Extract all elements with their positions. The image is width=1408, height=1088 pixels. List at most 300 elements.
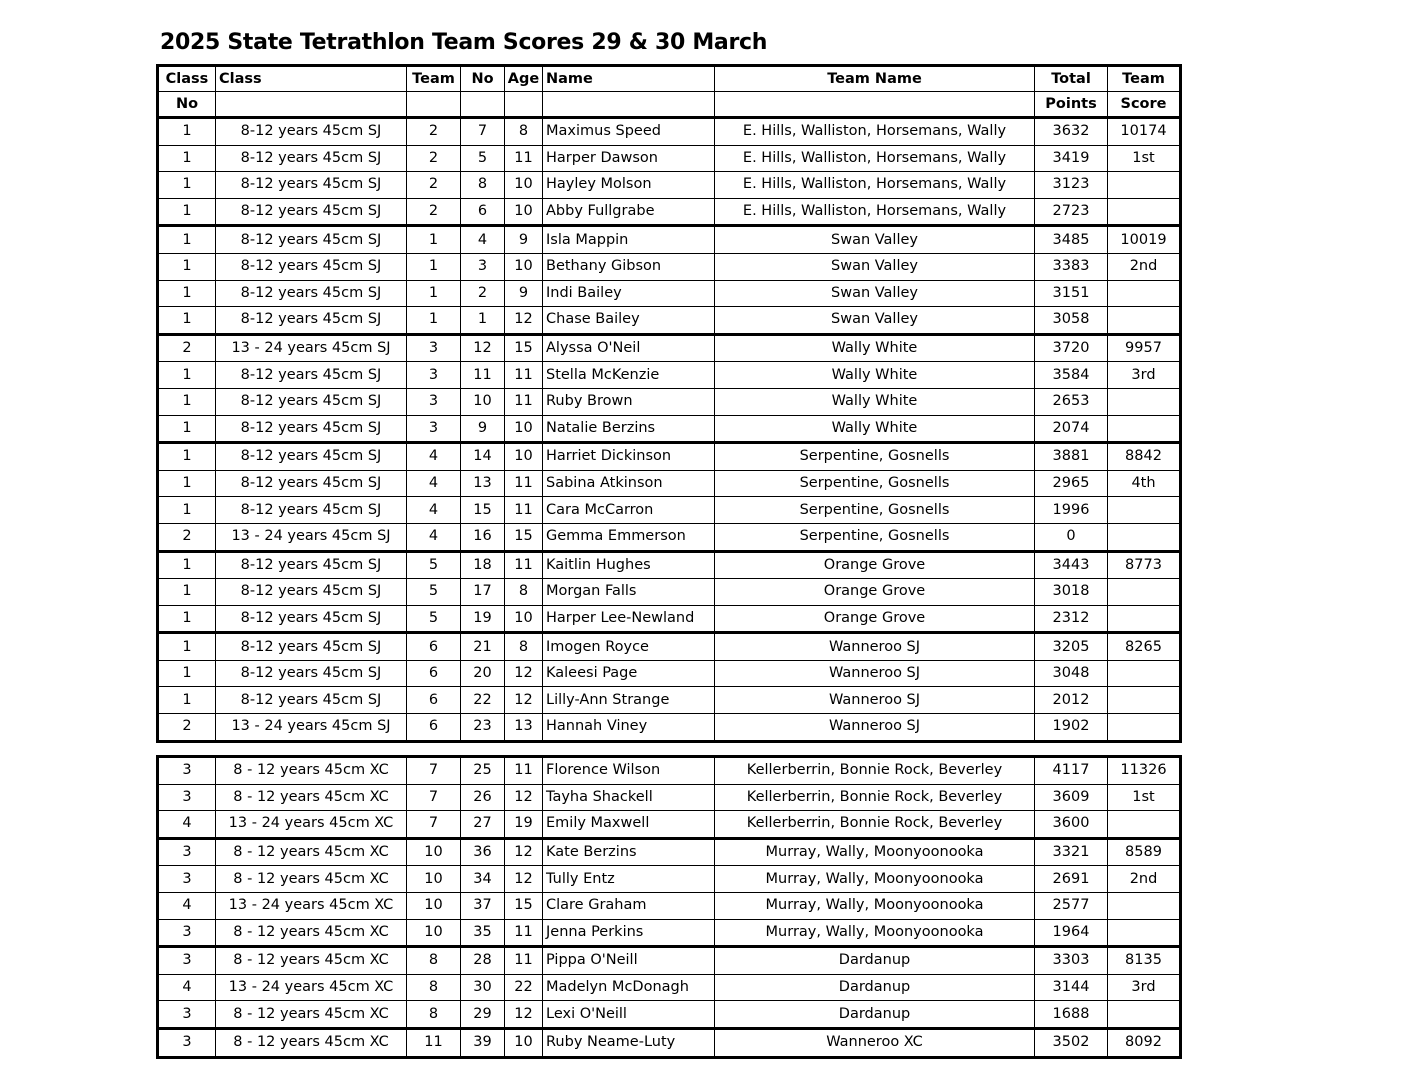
team-name-cell: Murray, Wally, Moonyoonooka (715, 892, 1035, 919)
team-name-cell: E. Hills, Walliston, Horsemans, Wally (715, 172, 1035, 199)
name-cell: Tully Entz (543, 866, 715, 893)
team-score-cell: 1st (1108, 784, 1181, 811)
class-cell: 8-12 years 45cm SJ (216, 118, 407, 146)
header-cell (216, 92, 407, 118)
total-points-cell: 3321 (1035, 838, 1108, 866)
name-cell: Cara McCarron (543, 497, 715, 524)
team-name-cell: Wally White (715, 362, 1035, 389)
no-cell: 30 (461, 974, 505, 1001)
name-cell: Chase Bailey (543, 307, 715, 335)
class-no-cell: 3 (158, 1028, 216, 1057)
class-no-cell: 1 (158, 226, 216, 254)
name-cell: Harriet Dickinson (543, 443, 715, 471)
table-row (158, 811, 1181, 839)
class-cell: 8-12 years 45cm SJ (216, 388, 407, 415)
class-no-cell: 3 (158, 866, 216, 893)
header-cell: Name (543, 66, 715, 92)
age-cell: 22 (505, 974, 543, 1001)
no-cell: 3 (461, 253, 505, 280)
team-cell: 2 (407, 145, 461, 172)
table-row (158, 226, 1181, 254)
table-row (158, 714, 1181, 742)
class-cell: 8 - 12 years 45cm XC (216, 757, 407, 785)
age-cell: 15 (505, 523, 543, 551)
name-cell: Lilly-Ann Strange (543, 687, 715, 714)
class-no-cell: 1 (158, 172, 216, 199)
sj-table-body (158, 118, 1181, 742)
team-name-cell: E. Hills, Walliston, Horsemans, Wally (715, 145, 1035, 172)
age-cell: 12 (505, 307, 543, 335)
no-cell: 29 (461, 1001, 505, 1029)
table-row (158, 145, 1181, 172)
team-cell: 1 (407, 280, 461, 307)
class-no-cell: 1 (158, 497, 216, 524)
team-score-cell: 8135 (1108, 947, 1181, 975)
name-cell: Kate Berzins (543, 838, 715, 866)
age-cell: 11 (505, 757, 543, 785)
header-cell: No (158, 92, 216, 118)
team-cell: 5 (407, 579, 461, 606)
name-cell: Abby Fullgrabe (543, 198, 715, 226)
age-cell: 10 (505, 198, 543, 226)
age-cell: 12 (505, 660, 543, 687)
name-cell: Hayley Molson (543, 172, 715, 199)
total-points-cell: 3600 (1035, 811, 1108, 839)
class-cell: 8 - 12 years 45cm XC (216, 1028, 407, 1057)
total-points-cell: 3048 (1035, 660, 1108, 687)
class-cell: 8-12 years 45cm SJ (216, 687, 407, 714)
class-cell: 8 - 12 years 45cm XC (216, 947, 407, 975)
table-row (158, 523, 1181, 551)
team-cell: 11 (407, 1028, 461, 1057)
age-cell: 11 (505, 388, 543, 415)
class-cell: 13 - 24 years 45cm SJ (216, 523, 407, 551)
table-row (158, 579, 1181, 606)
team-score-cell (1108, 892, 1181, 919)
total-points-cell: 2691 (1035, 866, 1108, 893)
table-row (158, 866, 1181, 893)
team-cell: 2 (407, 198, 461, 226)
team-score-cell (1108, 714, 1181, 742)
team-name-cell: Kellerberrin, Bonnie Rock, Beverley (715, 811, 1035, 839)
class-cell: 8-12 years 45cm SJ (216, 605, 407, 633)
header-cell (461, 92, 505, 118)
class-cell: 8-12 years 45cm SJ (216, 145, 407, 172)
no-cell: 34 (461, 866, 505, 893)
no-cell: 12 (461, 334, 505, 362)
no-cell: 21 (461, 633, 505, 661)
age-cell: 12 (505, 866, 543, 893)
age-cell: 10 (505, 253, 543, 280)
team-score-cell: 4th (1108, 470, 1181, 497)
total-points-cell: 3303 (1035, 947, 1108, 975)
table-row (158, 838, 1181, 866)
name-cell: Natalie Berzins (543, 415, 715, 443)
team-name-cell: Dardanup (715, 1001, 1035, 1029)
no-cell: 4 (461, 226, 505, 254)
sj-team-scores-table (156, 64, 1182, 743)
team-score-cell (1108, 280, 1181, 307)
team-score-cell (1108, 579, 1181, 606)
class-cell: 8-12 years 45cm SJ (216, 307, 407, 335)
age-cell: 8 (505, 579, 543, 606)
team-score-cell: 11326 (1108, 757, 1181, 785)
team-cell: 3 (407, 362, 461, 389)
table-row (158, 198, 1181, 226)
class-no-cell: 1 (158, 307, 216, 335)
team-score-cell: 9957 (1108, 334, 1181, 362)
team-score-cell: 8092 (1108, 1028, 1181, 1057)
team-cell: 6 (407, 687, 461, 714)
no-cell: 13 (461, 470, 505, 497)
total-points-cell: 2074 (1035, 415, 1108, 443)
age-cell: 9 (505, 280, 543, 307)
team-name-cell: Wally White (715, 334, 1035, 362)
team-cell: 5 (407, 605, 461, 633)
team-cell: 8 (407, 947, 461, 975)
class-cell: 13 - 24 years 45cm XC (216, 892, 407, 919)
age-cell: 11 (505, 551, 543, 579)
team-score-cell (1108, 523, 1181, 551)
header-cell: Age (505, 66, 543, 92)
no-cell: 22 (461, 687, 505, 714)
total-points-cell: 1902 (1035, 714, 1108, 742)
name-cell: Madelyn McDonagh (543, 974, 715, 1001)
no-cell: 11 (461, 362, 505, 389)
team-cell: 3 (407, 415, 461, 443)
team-cell: 4 (407, 470, 461, 497)
class-cell: 8-12 years 45cm SJ (216, 497, 407, 524)
team-name-cell: Swan Valley (715, 253, 1035, 280)
no-cell: 18 (461, 551, 505, 579)
total-points-cell: 4117 (1035, 757, 1108, 785)
total-points-cell: 3383 (1035, 253, 1108, 280)
class-cell: 8-12 years 45cm SJ (216, 253, 407, 280)
class-no-cell: 1 (158, 551, 216, 579)
name-cell: Florence Wilson (543, 757, 715, 785)
no-cell: 28 (461, 947, 505, 975)
table-row (158, 362, 1181, 389)
team-cell: 7 (407, 757, 461, 785)
name-cell: Harper Lee-Newland (543, 605, 715, 633)
total-points-cell: 2577 (1035, 892, 1108, 919)
name-cell: Lexi O'Neill (543, 1001, 715, 1029)
header-cell: Team (407, 66, 461, 92)
page-title: 2025 State Tetrathlon Team Scores 29 & 30 March (160, 30, 768, 55)
team-name-cell: E. Hills, Walliston, Horsemans, Wally (715, 198, 1035, 226)
name-cell: Kaitlin Hughes (543, 551, 715, 579)
table-row (158, 660, 1181, 687)
class-cell: 8-12 years 45cm SJ (216, 415, 407, 443)
class-no-cell: 1 (158, 253, 216, 280)
name-cell: Gemma Emmerson (543, 523, 715, 551)
team-name-cell: Wanneroo XC (715, 1028, 1035, 1057)
team-name-cell: Wanneroo SJ (715, 633, 1035, 661)
team-name-cell: Wanneroo SJ (715, 687, 1035, 714)
name-cell: Emily Maxwell (543, 811, 715, 839)
name-cell: Ruby Brown (543, 388, 715, 415)
class-no-cell: 1 (158, 660, 216, 687)
team-name-cell: Kellerberrin, Bonnie Rock, Beverley (715, 757, 1035, 785)
team-cell: 10 (407, 866, 461, 893)
team-cell: 10 (407, 838, 461, 866)
team-cell: 3 (407, 388, 461, 415)
no-cell: 2 (461, 280, 505, 307)
team-name-cell: Murray, Wally, Moonyoonooka (715, 919, 1035, 947)
no-cell: 8 (461, 172, 505, 199)
team-name-cell: Serpentine, Gosnells (715, 497, 1035, 524)
team-score-cell: 8265 (1108, 633, 1181, 661)
age-cell: 10 (505, 1028, 543, 1057)
team-name-cell: Murray, Wally, Moonyoonooka (715, 838, 1035, 866)
header-cell: No (461, 66, 505, 92)
table-row (158, 892, 1181, 919)
team-cell: 3 (407, 334, 461, 362)
total-points-cell: 3632 (1035, 118, 1108, 146)
no-cell: 10 (461, 388, 505, 415)
no-cell: 7 (461, 118, 505, 146)
age-cell: 8 (505, 118, 543, 146)
team-cell: 8 (407, 974, 461, 1001)
table-row (158, 388, 1181, 415)
class-no-cell: 2 (158, 714, 216, 742)
class-no-cell: 4 (158, 974, 216, 1001)
team-score-cell (1108, 660, 1181, 687)
class-no-cell: 1 (158, 145, 216, 172)
age-cell: 10 (505, 172, 543, 199)
total-points-cell: 3018 (1035, 579, 1108, 606)
name-cell: Isla Mappin (543, 226, 715, 254)
class-no-cell: 2 (158, 523, 216, 551)
class-no-cell: 3 (158, 838, 216, 866)
no-cell: 15 (461, 497, 505, 524)
age-cell: 12 (505, 687, 543, 714)
team-cell: 10 (407, 919, 461, 947)
team-name-cell: Wally White (715, 415, 1035, 443)
team-score-cell: 1st (1108, 145, 1181, 172)
team-score-cell (1108, 605, 1181, 633)
class-no-cell: 4 (158, 811, 216, 839)
team-name-cell: Wally White (715, 388, 1035, 415)
no-cell: 37 (461, 892, 505, 919)
class-no-cell: 1 (158, 687, 216, 714)
age-cell: 12 (505, 1001, 543, 1029)
name-cell: Kaleesi Page (543, 660, 715, 687)
no-cell: 36 (461, 838, 505, 866)
total-points-cell: 3419 (1035, 145, 1108, 172)
team-cell: 6 (407, 633, 461, 661)
team-cell: 5 (407, 551, 461, 579)
total-points-cell: 3584 (1035, 362, 1108, 389)
team-score-cell: 8773 (1108, 551, 1181, 579)
table-row (158, 172, 1181, 199)
name-cell: Morgan Falls (543, 579, 715, 606)
no-cell: 5 (461, 145, 505, 172)
class-cell: 8-12 years 45cm SJ (216, 470, 407, 497)
xc-team-scores-table (156, 755, 1182, 1059)
team-name-cell: Orange Grove (715, 605, 1035, 633)
class-no-cell: 4 (158, 892, 216, 919)
class-cell: 8-12 years 45cm SJ (216, 226, 407, 254)
class-no-cell: 3 (158, 757, 216, 785)
team-cell: 4 (407, 443, 461, 471)
class-cell: 8 - 12 years 45cm XC (216, 919, 407, 947)
team-score-cell: 2nd (1108, 253, 1181, 280)
team-score-cell (1108, 1001, 1181, 1029)
team-cell: 6 (407, 660, 461, 687)
total-points-cell: 3485 (1035, 226, 1108, 254)
team-name-cell: Murray, Wally, Moonyoonooka (715, 866, 1035, 893)
total-points-cell: 3881 (1035, 443, 1108, 471)
header-cell: Total (1035, 66, 1108, 92)
no-cell: 14 (461, 443, 505, 471)
name-cell: Maximus Speed (543, 118, 715, 146)
team-score-cell (1108, 497, 1181, 524)
name-cell: Pippa O'Neill (543, 947, 715, 975)
table-row (158, 974, 1181, 1001)
table-row (158, 947, 1181, 975)
class-no-cell: 1 (158, 198, 216, 226)
class-cell: 8-12 years 45cm SJ (216, 443, 407, 471)
class-no-cell: 3 (158, 947, 216, 975)
name-cell: Alyssa O'Neil (543, 334, 715, 362)
no-cell: 9 (461, 415, 505, 443)
table-row (158, 633, 1181, 661)
total-points-cell: 3058 (1035, 307, 1108, 335)
table-row (158, 443, 1181, 471)
class-cell: 8-12 years 45cm SJ (216, 633, 407, 661)
total-points-cell: 3502 (1035, 1028, 1108, 1057)
team-score-cell: 2nd (1108, 866, 1181, 893)
no-cell: 35 (461, 919, 505, 947)
class-cell: 8 - 12 years 45cm XC (216, 1001, 407, 1029)
table-row (158, 1001, 1181, 1029)
team-score-cell: 3rd (1108, 974, 1181, 1001)
table-row (158, 307, 1181, 335)
total-points-cell: 3720 (1035, 334, 1108, 362)
age-cell: 12 (505, 784, 543, 811)
team-name-cell: Swan Valley (715, 226, 1035, 254)
team-name-cell: Wanneroo SJ (715, 714, 1035, 742)
team-name-cell: E. Hills, Walliston, Horsemans, Wally (715, 118, 1035, 146)
team-score-cell (1108, 307, 1181, 335)
no-cell: 27 (461, 811, 505, 839)
header-cell: Team Name (715, 66, 1035, 92)
no-cell: 16 (461, 523, 505, 551)
team-score-cell: 3rd (1108, 362, 1181, 389)
age-cell: 11 (505, 919, 543, 947)
team-cell: 10 (407, 892, 461, 919)
name-cell: Stella McKenzie (543, 362, 715, 389)
table-row (158, 784, 1181, 811)
team-name-cell: Dardanup (715, 974, 1035, 1001)
team-cell: 1 (407, 253, 461, 280)
class-cell: 13 - 24 years 45cm XC (216, 811, 407, 839)
team-score-cell: 8589 (1108, 838, 1181, 866)
team-cell: 2 (407, 118, 461, 146)
total-points-cell: 1996 (1035, 497, 1108, 524)
age-cell: 10 (505, 415, 543, 443)
name-cell: Indi Bailey (543, 280, 715, 307)
class-cell: 8-12 years 45cm SJ (216, 579, 407, 606)
class-no-cell: 3 (158, 919, 216, 947)
class-no-cell: 1 (158, 118, 216, 146)
no-cell: 25 (461, 757, 505, 785)
team-cell: 4 (407, 523, 461, 551)
team-cell: 1 (407, 226, 461, 254)
team-name-cell: Serpentine, Gosnells (715, 470, 1035, 497)
header-cell: Team (1108, 66, 1181, 92)
table-row (158, 757, 1181, 785)
class-cell: 13 - 24 years 45cm SJ (216, 714, 407, 742)
age-cell: 10 (505, 605, 543, 633)
header-cell: Class (158, 66, 216, 92)
class-cell: 13 - 24 years 45cm SJ (216, 334, 407, 362)
xc-table-body (158, 757, 1181, 1058)
class-no-cell: 1 (158, 415, 216, 443)
no-cell: 39 (461, 1028, 505, 1057)
age-cell: 15 (505, 334, 543, 362)
team-score-cell (1108, 172, 1181, 199)
age-cell: 11 (505, 145, 543, 172)
age-cell: 19 (505, 811, 543, 839)
no-cell: 26 (461, 784, 505, 811)
class-cell: 13 - 24 years 45cm XC (216, 974, 407, 1001)
class-no-cell: 2 (158, 334, 216, 362)
team-name-cell: Serpentine, Gosnells (715, 523, 1035, 551)
team-score-cell (1108, 415, 1181, 443)
header-cell (543, 92, 715, 118)
table-row (158, 470, 1181, 497)
team-score-cell (1108, 811, 1181, 839)
team-cell: 7 (407, 784, 461, 811)
table-row (158, 497, 1181, 524)
team-cell: 7 (407, 811, 461, 839)
team-cell: 1 (407, 307, 461, 335)
age-cell: 11 (505, 362, 543, 389)
header-cell: Score (1108, 92, 1181, 118)
total-points-cell: 2012 (1035, 687, 1108, 714)
class-cell: 8 - 12 years 45cm XC (216, 866, 407, 893)
table-row (158, 334, 1181, 362)
name-cell: Jenna Perkins (543, 919, 715, 947)
class-no-cell: 1 (158, 470, 216, 497)
header-cell (715, 92, 1035, 118)
class-no-cell: 1 (158, 388, 216, 415)
team-name-cell: Swan Valley (715, 307, 1035, 335)
no-cell: 19 (461, 605, 505, 633)
total-points-cell: 3443 (1035, 551, 1108, 579)
table-row (158, 687, 1181, 714)
age-cell: 11 (505, 947, 543, 975)
class-no-cell: 1 (158, 633, 216, 661)
age-cell: 15 (505, 892, 543, 919)
team-cell: 2 (407, 172, 461, 199)
name-cell: Bethany Gibson (543, 253, 715, 280)
total-points-cell: 3144 (1035, 974, 1108, 1001)
table-row (158, 605, 1181, 633)
total-points-cell: 2965 (1035, 470, 1108, 497)
age-cell: 10 (505, 443, 543, 471)
class-cell: 8 - 12 years 45cm XC (216, 784, 407, 811)
class-cell: 8-12 years 45cm SJ (216, 660, 407, 687)
total-points-cell: 3609 (1035, 784, 1108, 811)
age-cell: 8 (505, 633, 543, 661)
class-cell: 8-12 years 45cm SJ (216, 172, 407, 199)
team-cell: 6 (407, 714, 461, 742)
name-cell: Tayha Shackell (543, 784, 715, 811)
total-points-cell: 0 (1035, 523, 1108, 551)
